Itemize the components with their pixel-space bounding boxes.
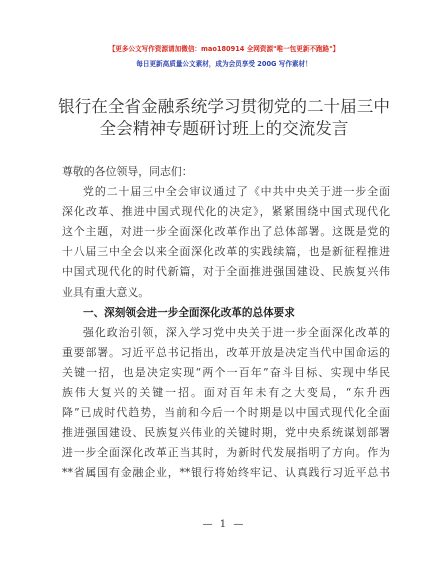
paragraph-line: 深化改革、推进中国式现代化的决定》，紧紧围绕中国式现代化 — [62, 205, 390, 219]
paragraph-line: 十八届三中全会以来全面深化改革的实践续篇，也是新征程推进 — [62, 245, 390, 259]
salutation: 尊敬的各位领导，同志们： — [62, 165, 193, 178]
paragraph-line: 关键一招，也是决定实现“两个一百年”奋斗目标、实现中华民 — [62, 365, 390, 379]
paragraph-line: 进一步全面深化改革正当其时，为新时代发展指明了方向。作为 — [62, 446, 390, 460]
paragraph-line: 族伟大复兴的关键一招。面对百年未有之大变局，“东升西 — [62, 386, 390, 400]
title-line-1: 银行在全省金融系统学习贯彻党的二十届三中 — [58, 97, 390, 116]
document-title — [40, 96, 408, 140]
paragraph-line: 降”已成时代趋势，当前和今后一个时期是以中国式现代化全面 — [62, 406, 390, 420]
promo-banner-line2: 每日更新高质量公文素材，成为会员享受 200G 写作素材！ — [136, 60, 312, 68]
promo-banner-line1: 【更多公文写作资源请加微信：mao180914 全网资源"唯一包更新不跑路"】 — [108, 45, 340, 53]
paragraph-line: 这个主题，对进一步全面深化改革作出了总体部署。这既是党的 — [62, 225, 390, 239]
title-line-2: 全会精神专题研讨班上的交流发言 — [99, 119, 349, 138]
paragraph-line: **省属国有金融企业，**银行将始终牢记、认真践行习近平总书 — [62, 466, 390, 480]
document-body — [62, 162, 390, 484]
paragraph-line: 强化政治引领，深入学习党中央关于进一步全面深化改革的 — [83, 325, 390, 339]
paragraph-line: 推进强国建设、民族复兴伟业的关键时期，党中央系统谋划部署 — [62, 426, 390, 440]
paragraph-1 — [62, 182, 390, 303]
paragraph-line: 业具有重大意义。 — [62, 285, 150, 299]
paragraph-2 — [62, 323, 390, 484]
paragraph-line: 党的二十届三中全会审议通过了《中共中央关于进一步全面 — [83, 185, 390, 199]
page-number: — 1 — — [202, 519, 246, 530]
section-heading-1: 一、深刻领会进一步全面深化改革的总体要求 — [83, 306, 295, 319]
paragraph-line: 重要部署。习近平总书记指出，改革开放是决定当代中国命运的 — [62, 345, 390, 359]
paragraph-line: 中国式现代化的时代新篇，对于全面推进强国建设、民族复兴伟 — [62, 265, 390, 279]
